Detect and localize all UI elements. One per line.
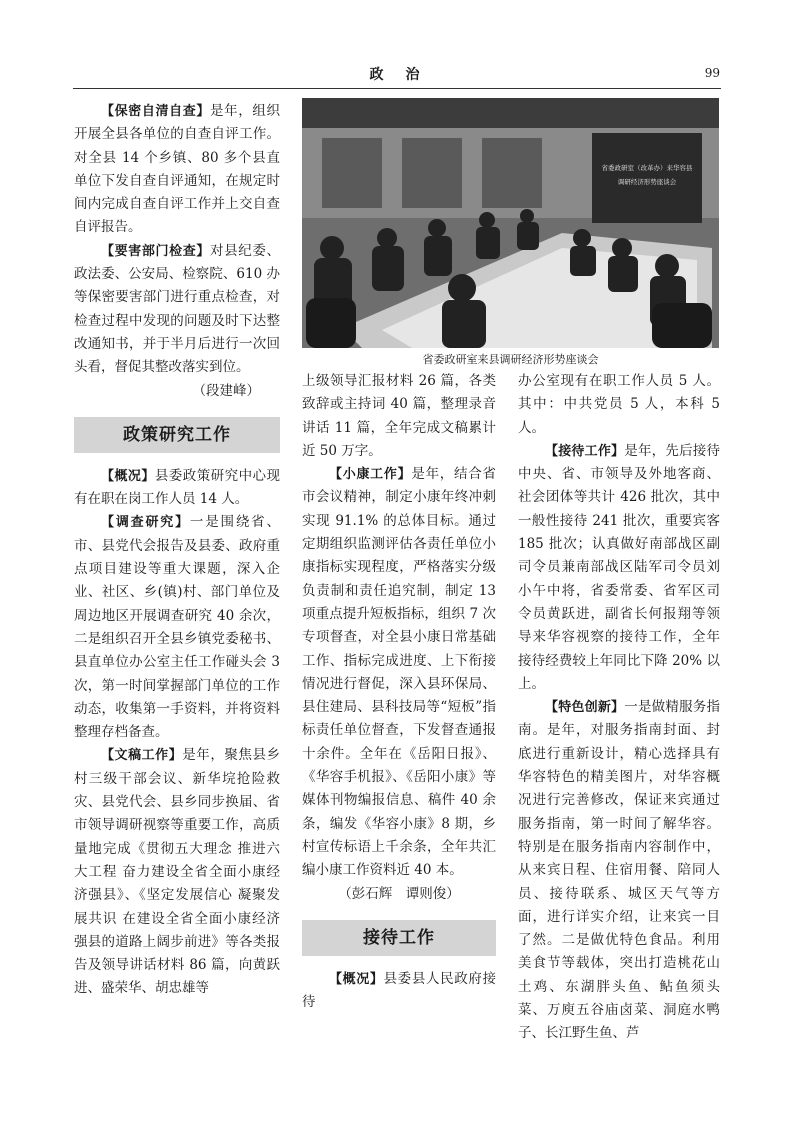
paragraph-text: 是年，结合省市会议精神，制定小康年终冲刺实现 91.1% 的总体目标。通过定期组织监测评估各责任单位小康指标实现程度，严格落实分级负责制和责任追究制，制定 13 项重点提升短板指标，组织 7 次专项督查，对全县小康日常基础工作、指标完成进度、上下衔接情况进行督促，深入县环保局、县住建局、县科技局等“短板”指标责任单位督查，下发督查通报十余件。全年在《岳阳日报》、《华容手机报》、《岳阳小康》等媒体刊物编报信息、稿件 40 余条，编发《华容小康》8 期，乡村宣传标语上千余条，全年共汇编小康工作资料近 40 本。 bbox=[302, 466, 496, 879]
paragraph-lead: 【概况】 bbox=[329, 971, 384, 987]
paragraph-text: 办公室现有在职工作人员 5 人。其中：中共党员 5 人，本科 5 人。 bbox=[518, 373, 720, 436]
paragraph-lead: 【概况】 bbox=[101, 468, 155, 484]
paragraph bbox=[302, 968, 496, 1015]
paragraph-lead: 【文稿工作】 bbox=[101, 748, 183, 764]
paragraph-lead: 【保密自清自查】 bbox=[101, 104, 210, 119]
paragraph bbox=[74, 100, 280, 240]
paragraph-text: 是年，先后接待中央、省、市领导及外地客商、社会团体等共计 426 批次，其中一般性接待 241 批次，重要宾客 185 批次；认真做好南部战区副司令员兼南部战区陆军司令员刘小午中将，省委常委、省军区司令员黄跃进，副省长何报翔等领导来华容视察的接待工作，全年接待经费较上年同比下降 20% 以上。 bbox=[518, 442, 720, 692]
paragraph-lead: 【接待工作】 bbox=[545, 443, 625, 459]
paragraph-text: 一是做精服务指南。是年，对服务指南封面、封底进行重新设计，精心选择具有华容特色的精美图片，对华容概况进行完善修改，保证来宾通过服务指南，第一时间了解华容。特别是在服务指南内容制作中，从来宾日程、住宿用餐、陪同人员、接待联系、城区天气等方面，进行详实介绍，让来宾一目了然。二是做优特色食品。利用美食节等载体，突出打造桃花山土鸡、东湖胖头鱼、鲇鱼须头菜、万庾五谷庙卤菜、洞庭水鸭子、长江野生鱼、芦 bbox=[518, 699, 720, 1042]
paragraph-text: 县委县人民政府接待 bbox=[302, 970, 496, 1011]
paragraph bbox=[302, 370, 496, 463]
photo-caption: 省委政研室来县调研经济形势座谈会 bbox=[422, 353, 599, 366]
paragraph-text: 一是围绕省、市、县党代会报告及县委、政府重点项目建设等重大课题，深入企业、社区、乡(镇)村、部门单位及周边地区开展调查研究 40 余次，二是组织召开全县乡镇党委秘书、县直单位办公室主任工作碰头会 3 次，第一时间掌握部门单位的工作动态，收集第一手资料，并将资料整理存档备查。 bbox=[74, 514, 280, 741]
header-rule bbox=[73, 88, 721, 89]
page-number: 99 bbox=[704, 66, 720, 80]
paragraph bbox=[302, 463, 496, 882]
paragraph-text: 是年，组织开展全县各单位的自查自评工作。对全县 14 个乡镇、80 多个县直单位下发自查自评通知，在规定时间内完成自查自评工作并上交自查自评报告。 bbox=[74, 103, 280, 236]
paragraph-text: 是年，聚焦县乡村三级干部会议、新华垸抢险救灾、县党代会、县乡同步换届、省市领导调研视察等重要工作，高质量地完成《贯彻五大理念 推进六大工程 奋力建设全省全面小康经济强县》、《坚定发展信心 凝聚发展共识 在建设全省全面小康经济强县的道路上阔步前进》等各类报告及领导讲话材料 86 篇，向黄跃进、盛荣华、胡忠雄等 bbox=[74, 747, 280, 997]
paragraph-lead: 【调查研究】 bbox=[101, 515, 190, 531]
paragraph-lead: 【小康工作】 bbox=[329, 467, 412, 483]
paragraph bbox=[74, 511, 280, 744]
meeting-photo bbox=[302, 98, 719, 348]
section-heading: 政策研究工作 bbox=[74, 417, 280, 453]
paragraph-text: 对县纪委、政法委、公安局、检察院、610 办等保密要害部门进行重点检查，对检查过程中发现的问题及时下达整改通知书，并于半月后进行一次回头看，督促其整改落实到位。 bbox=[74, 242, 280, 376]
section-heading: 接待工作 bbox=[302, 920, 496, 956]
paragraph-lead: 【要害部门检查】 bbox=[101, 243, 210, 259]
meeting-photo-illustration bbox=[302, 98, 719, 348]
author-signature: （段建峰） bbox=[192, 382, 260, 399]
paragraph bbox=[74, 240, 280, 380]
paragraph-text: 上级领导汇报材料 26 篇，各类致辞或主持词 40 篇，整理录音讲话 11 篇，全年完成文稿累计近 50 万字。 bbox=[302, 373, 496, 459]
paragraph bbox=[518, 696, 720, 1045]
paragraph bbox=[74, 465, 280, 512]
paragraph-text: 县委政策研究中心现有在职在岗工作人员 14 人。 bbox=[74, 467, 280, 508]
paragraph-lead: 【特色创新】 bbox=[545, 700, 625, 716]
banner-text-line1: 省委政研室（改革办）来华容县 bbox=[601, 164, 693, 172]
banner-text-line2: 调研经济形势座谈会 bbox=[617, 178, 677, 186]
running-header-title: 政 治 bbox=[369, 67, 424, 83]
paragraph bbox=[518, 370, 720, 440]
column-2 bbox=[302, 370, 496, 1014]
paragraph bbox=[74, 744, 280, 1000]
author-signature: （彭石辉 谭则俊） bbox=[338, 885, 460, 902]
column-1 bbox=[74, 100, 280, 1001]
column-3 bbox=[518, 370, 720, 1046]
paragraph bbox=[518, 440, 720, 696]
